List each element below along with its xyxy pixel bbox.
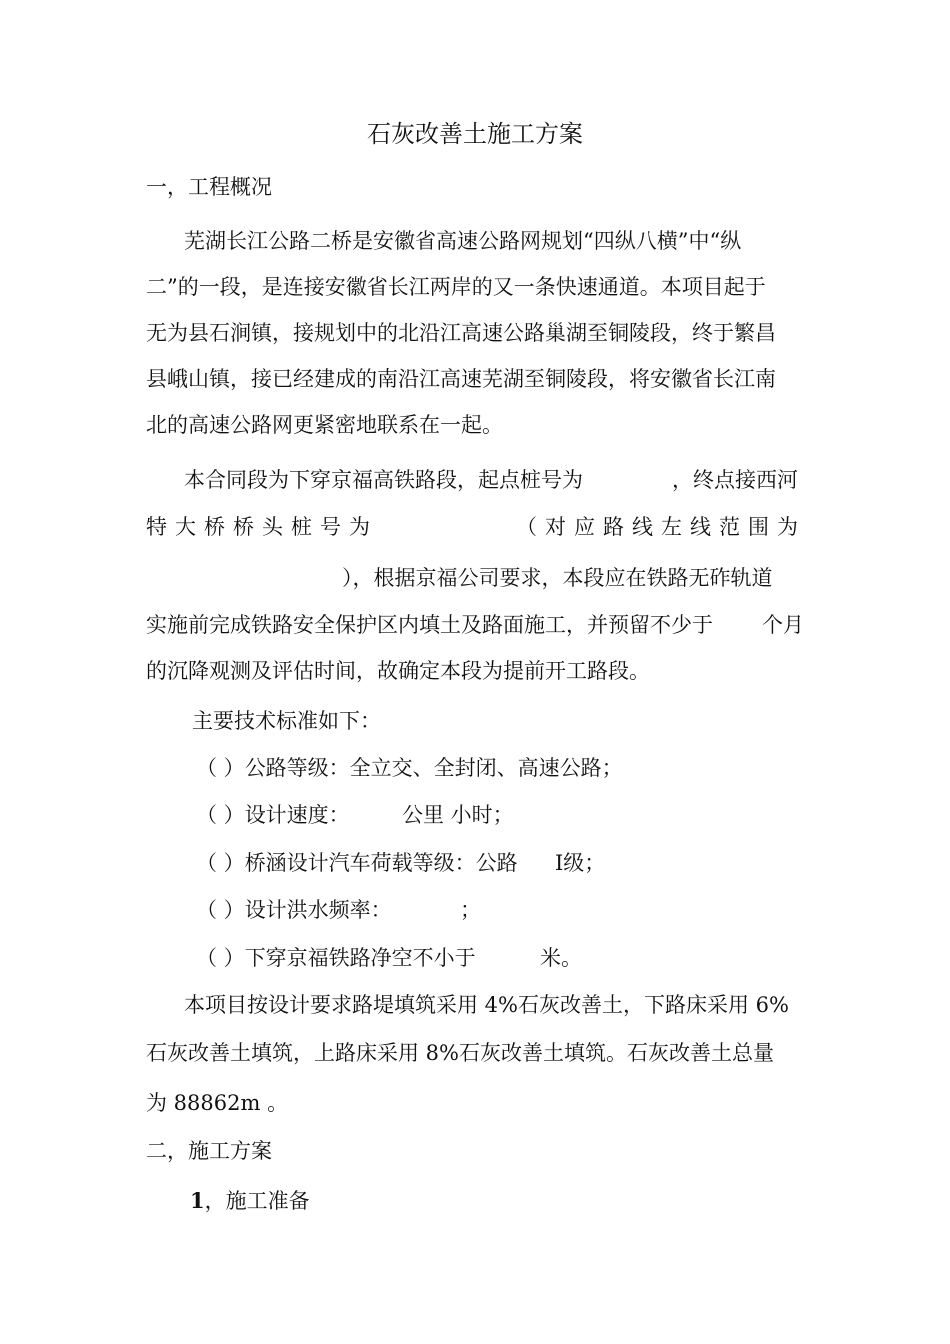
- standard-text: 设计速度：: [244, 803, 350, 827]
- subsection-number: 1: [190, 1188, 205, 1213]
- standard-text: 桥涵设计汽车荷载等级：公路: [244, 851, 518, 875]
- paragraph-line: 石灰改善土填筑，上路床采用 8%石灰改善土填筑。石灰改善土总量: [146, 1041, 774, 1065]
- paragraph-line: ，终点接西河: [672, 468, 798, 492]
- standard-item: [196, 800, 350, 830]
- subsection-heading-preparation: [190, 1186, 310, 1216]
- standard-number: （ ）: [196, 756, 245, 780]
- paragraph-line: 芜湖长江公路二桥是安徽省高速公路网规划“四纵八横”中“纵: [184, 229, 742, 253]
- standard-item: [196, 848, 518, 878]
- standard-text: 公路等级：全立交、全封闭、高速公路；: [244, 756, 623, 780]
- paragraph-fragment: 特大桥桥头桩号为: [146, 515, 378, 539]
- standard-text-tail: ；: [460, 898, 481, 922]
- standard-text: 设计洪水频率：: [244, 898, 392, 922]
- standard-item: [196, 943, 476, 973]
- standard-number: （ ）: [196, 946, 245, 970]
- standard-text-tail: Ⅰ级；: [555, 851, 606, 875]
- paragraph-line: 二”的一段，是连接安徽省长江两岸的又一条快速通道。本项目起于: [146, 275, 766, 299]
- section-heading-overview: 一，工程概况: [146, 175, 272, 199]
- paragraph-line-justified: [146, 512, 806, 542]
- standard-text-tail: 公里 小时；: [402, 803, 514, 827]
- standard-number: （ ）: [196, 803, 245, 827]
- standards-heading: 主要技术标准如下：: [192, 709, 381, 733]
- standard-item: [196, 895, 392, 925]
- paragraph-line: 实施前完成铁路安全保护区内填土及路面施工，并预留不少于: [146, 613, 713, 637]
- standard-text-tail: 米。: [540, 946, 582, 970]
- paragraph-line: 无为县石涧镇，接规划中的北沿江高速公路巢湖至铜陵段，终于繁昌: [146, 321, 776, 345]
- paragraph-line: 为 88862m 。: [146, 1091, 289, 1115]
- paragraph-line: ），根据京福公司要求，本段应在铁路无砟轨道: [342, 566, 773, 590]
- paragraph-line: 县峨山镇，接已经建成的南沿江高速芜湖至铜陵段，将安徽省长江南: [146, 367, 776, 391]
- standard-item: [196, 753, 623, 783]
- subsection-title: ，施工准备: [204, 1189, 310, 1213]
- document-title: 石灰改善土施工方案: [367, 120, 583, 148]
- standard-number: （ ）: [196, 851, 245, 875]
- paragraph-line: 本合同段为下穿京福高铁路段，起点桩号为: [184, 468, 583, 492]
- paragraph-fragment: （对应路线左线范围为: [516, 515, 806, 539]
- standard-number: （ ）: [196, 898, 245, 922]
- paragraph-line: 本项目按设计要求路堤填筑采用 4%石灰改善土，下路床采用 6%: [184, 993, 789, 1017]
- section-heading-plan: 二，施工方案: [146, 1139, 272, 1163]
- paragraph-line: 个月: [762, 613, 804, 637]
- paragraph-line: 的沉降观测及评估时间，故确定本段为提前开工路段。: [146, 659, 650, 683]
- paragraph-line: 北的高速公路网更紧密地联系在一起。: [146, 413, 503, 437]
- standard-text: 下穿京福铁路净空不小于: [244, 946, 476, 970]
